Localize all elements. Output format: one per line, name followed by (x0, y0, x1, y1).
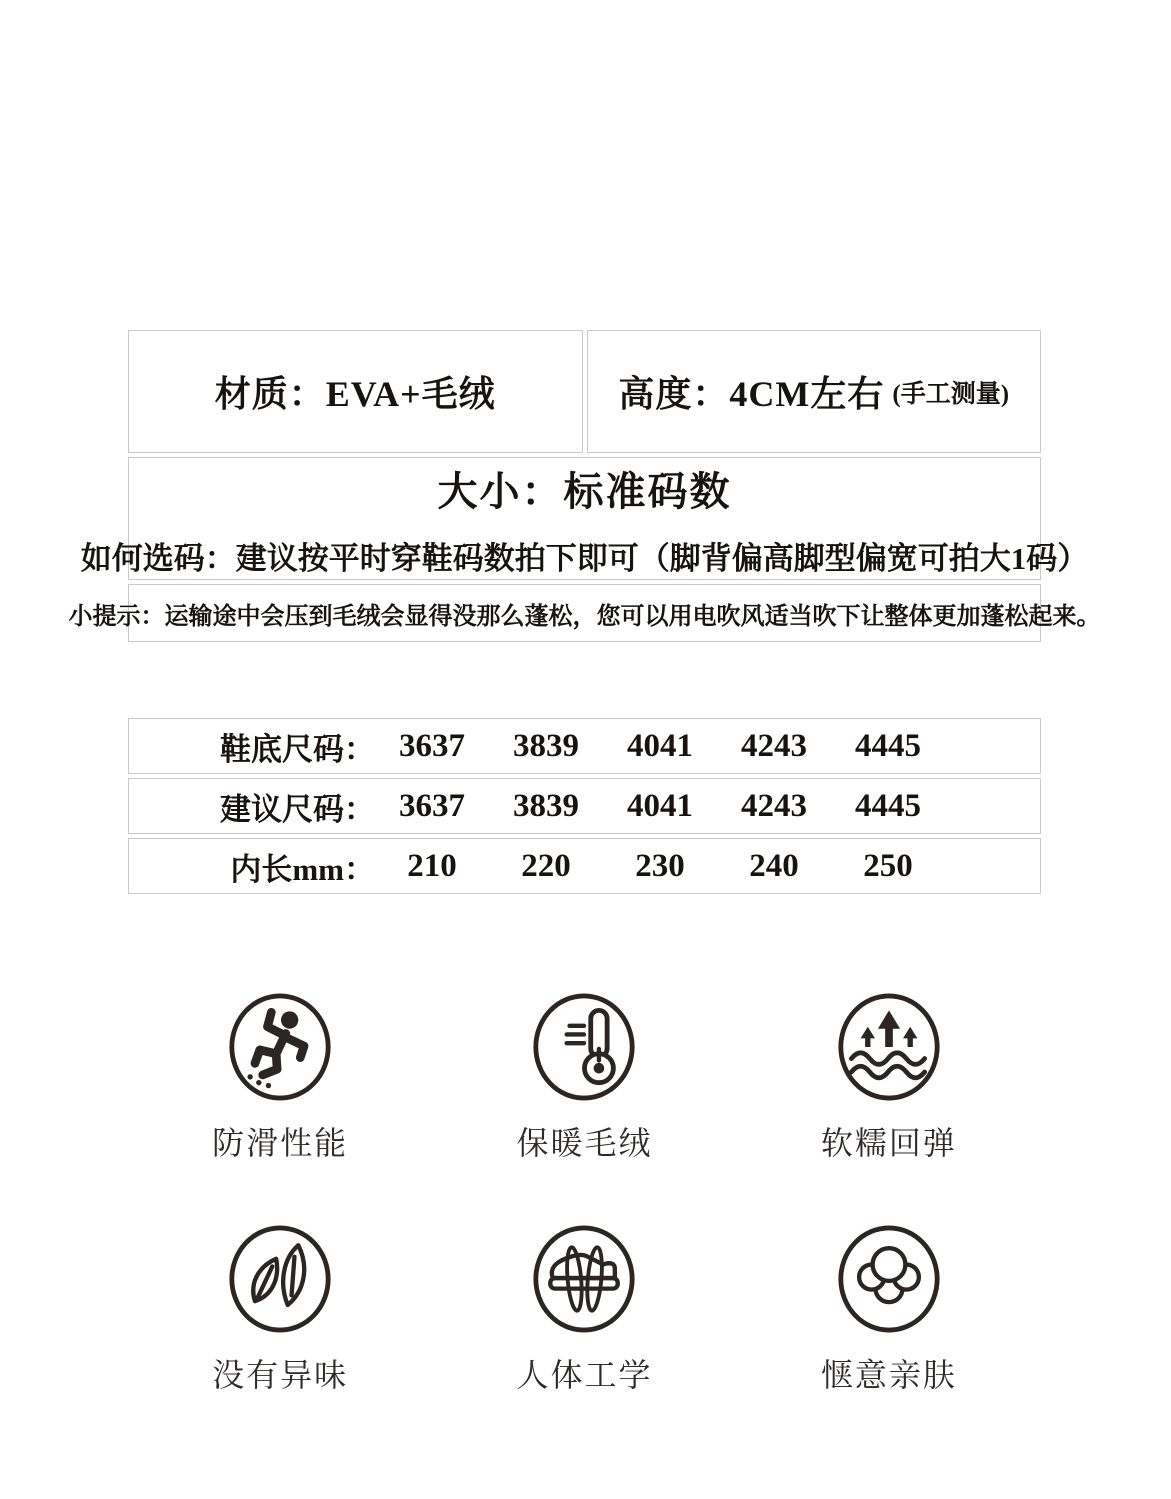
cell-value: 230 (635, 847, 685, 884)
cell-value: 3637 (399, 787, 465, 824)
cell-value: 220 (521, 847, 571, 884)
feature-no-odor (128, 1222, 432, 1396)
size-guide: 如何选码：建议按平时穿鞋码数拍下即可（脚背偏高脚型偏宽可拍大1码） (80, 540, 1089, 576)
thermometer-icon (531, 990, 637, 1104)
ergonomic-icon (531, 1222, 637, 1336)
cell-value: 3839 (513, 727, 579, 764)
material-cell (128, 330, 583, 453)
cell-value: 240 (749, 847, 799, 884)
row-label: 建议尺码： (220, 791, 375, 827)
spec-table (68, 330, 1101, 646)
material-text: 材质：EVA+毛绒 (214, 374, 496, 414)
cell-value: 250 (863, 847, 913, 884)
cotton-icon (836, 1222, 942, 1336)
feature-label: 没有异味 (212, 1357, 349, 1393)
feature-ergonomic (432, 1222, 736, 1396)
feature-skin-friendly (737, 1222, 1041, 1396)
feature-label: 人体工学 (516, 1357, 653, 1393)
cell-value: 3637 (399, 727, 465, 764)
cell-value: 210 (407, 847, 457, 884)
table-row-inner-length (128, 838, 1041, 894)
row-label: 鞋底尺码： (220, 731, 375, 767)
feature-warm-plush (432, 990, 736, 1164)
cell-value: 4041 (627, 787, 693, 824)
tip-text: 小提示：运输途中会压到毛绒会显得没那么蓬松，您可以用电吹风适当吹下让整体更加蓬松起来。 (68, 603, 1101, 630)
tip-cell (68, 584, 1101, 642)
table-row-suggested-size (128, 778, 1041, 834)
row-label: 内长mm： (230, 851, 375, 887)
table-row-sole-size (128, 718, 1041, 774)
height-text: 高度：4CM左右 (618, 374, 885, 414)
feature-label: 软糯回弹 (820, 1125, 957, 1161)
anti-slip-icon (227, 990, 333, 1104)
spec-row-tip (68, 584, 1101, 642)
feature-label: 保暖毛绒 (516, 1125, 653, 1161)
cell-value: 4243 (741, 787, 807, 824)
feature-anti-slip (128, 990, 432, 1164)
feature-grid (128, 990, 1041, 1396)
rebound-icon (836, 990, 942, 1104)
cell-value: 4445 (855, 787, 921, 824)
feature-soft-rebound (737, 990, 1041, 1164)
cell-value: 3839 (513, 787, 579, 824)
cell-value: 4041 (627, 727, 693, 764)
size-title: 大小：标准码数 (437, 468, 732, 514)
size-chart-table (128, 718, 1041, 898)
leaves-icon (227, 1222, 333, 1336)
feature-label: 防滑性能 (212, 1125, 349, 1161)
spec-row-material-height (128, 330, 1041, 453)
height-note: (手工测量) (892, 380, 1010, 408)
spec-row-size (80, 457, 1089, 580)
cell-value: 4445 (855, 727, 921, 764)
size-info-cell (80, 457, 1089, 580)
height-cell (587, 330, 1042, 453)
feature-label: 惬意亲肤 (820, 1357, 957, 1393)
cell-value: 4243 (741, 727, 807, 764)
